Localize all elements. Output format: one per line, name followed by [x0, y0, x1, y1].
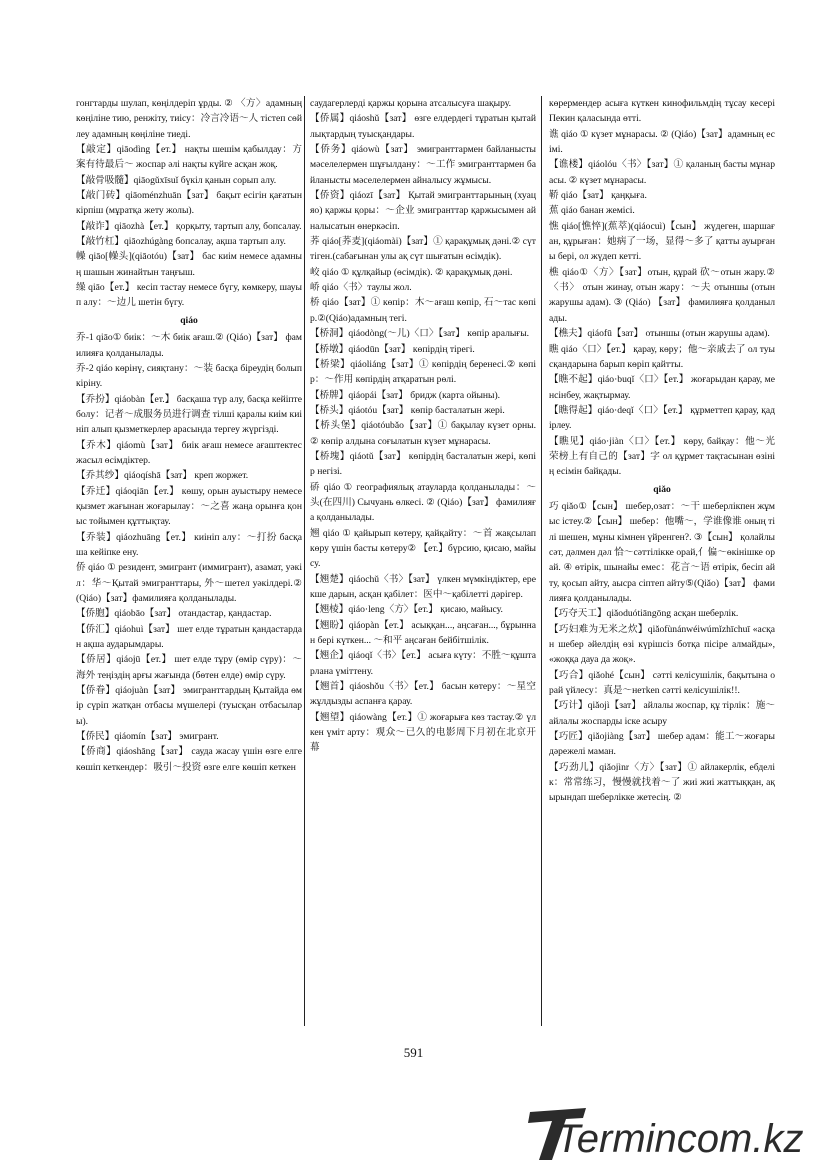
dictionary-entry: 巧 qiǎo①【сын】 шебер,озат：～干 шеберлікпен жұмыс істеу.②【сын】 шебер：他嘴～，学谁像谁 оның тілі шешен, мұны кімнен үйренген?. ③【сын】 қолайлы сәт, дәлмен дәл 恰～сәттілікке орай,亻偏～өкінішке орай. ④ өтірік, шынайы емес：花言～语 өтірік, бесіп айту, қосып айту, аысра сіптеп айту⑤(Qiǎo)【зат】 фамилияға қолданылады. — [549, 500, 775, 604]
dictionary-entry: 蕉 qiáo банан жемісі. — [549, 205, 635, 217]
column-2 — [310, 96, 536, 1026]
dictionary-entry: 【桥墩】qiáodūn【зат】 көпірдің тірегі. — [310, 343, 475, 355]
dictionary-entry: 【巧夺天工】qiǎoduótiāngōng асқан шеберлік. — [549, 608, 739, 620]
dictionary-entry: 谯 qiáo ① күзет мұнарасы. ② (Qiáo)【зат】адамның есімі. — [549, 128, 775, 156]
dictionary-entry: 【桥牌】qiáopái【зат】 бридж (карта ойыны). — [310, 389, 501, 401]
dictionary-entry: 【侨胞】qiáobāo【зат】 отандастар, қандастар. — [76, 608, 272, 620]
dictionary-entry: 【桥头堡】qiáotóubǎo【зат】① бақылау күзет орны.② көпір алдына соғылатын күзет мұнарасы. — [310, 420, 536, 447]
dictionary-entry: 【侨商】qiáoshāng【зат】 сауда жасау үшін өзге елге көшіп кеткендер：吸引～投资 өзге елге көшіп кеткен — [76, 746, 302, 773]
dictionary-entry: 【巧计】qiǎojì【зат】 айлалы жоспар, құ тірлік：施～айлалы жоспарды іске асыру — [549, 700, 775, 727]
dictionary-entry: 【桥梁】qiáoliáng【зат】① көпірдің беренесі.② көпір：～作用 көпірдің атқаратын рөлі. — [310, 358, 536, 386]
dictionary-entry: 缲 qiāo【ет.】 кесіп тастау немесе бүгу, көмкеру, шауып алу：～边儿 шетін бүгу. — [76, 282, 302, 309]
dictionary-entry: 【侨眷】qiáojuàn【зат】 эмигранттардың Қытайда өмір сүріп жатқан отбасы мүшелері (туысқан отбасылары). — [76, 685, 302, 727]
dictionary-entry: 【敲诈】qiāozhà【ет.】 қорқыту, тартып алу, бопсалау. — [76, 220, 302, 232]
dictionary-entry: 【翘棱】qiáo·leng〈方〉【ет.】 қисаю, майысу. — [310, 604, 503, 616]
dictionary-entry: 【桥头】qiáotóu【зат】 көпір басталатын жері. — [310, 404, 505, 416]
dictionary-entry: 【桥洞】qiáodòng(～儿)〈口〉【зат】 көпір аралығы. — [310, 328, 530, 340]
dictionary-entry: 【谯楼】qiáolóu〈书〉【зат】① қаланың басты мұнарасы. ② күзет мұнарасы. — [549, 159, 775, 186]
dictionary-entry: 【侨民】qiáomín【зат】 эмигрант. — [76, 731, 219, 743]
dictionary-entry: 【瞧得起】qiáo·deqǐ〈口〉【ет.】 құрметтеп қарау, қадірлеу. — [549, 404, 775, 432]
dictionary-entry: гонгтарды шулап, көңілдеріп ұрды. ② 〈方〉адамның көңіліне тию, ренжіту, тиісу：冷言冷语～人 тістеп сөйлеу адамның көңіліне тиеді. — [76, 98, 302, 140]
dictionary-entry: 荞 qiáo[荞麦](qiáomài)【зат】① қарақұмық дәні.② сүттіген.(сабағынан улы ақ сүт шығатын өсімдік). — [310, 236, 536, 263]
dictionary-entry: 【乔其纱】qiáoqíshā【зат】 креп жоржет. — [76, 470, 249, 482]
dictionary-entry: 【翘首】qiáoshǒu〈书〉【ет.】 басын көтеру：～星空 жұлдызды аспанға қарау. — [310, 681, 536, 708]
dictionary-entry: 【翘盼】qiáopàn【ет.】 асыққан..., аңсаған..., бұрыннан бері күткен... ～和平 аңсаған бейбітшілік. — [310, 619, 536, 647]
dictionary-entry: 【侨汇】qiáohuì【зат】 шет елде тұратын қандастардан ақша аударымдары. — [76, 623, 302, 651]
dictionary-entry: 乔-2 qiáo көрінү, сияқтану：～装 басқа біреудің болып кіріну. — [76, 362, 302, 390]
dictionary-entry: 【侨居】qiáojū【ет.】 шет елде тұру (өмір сүру)：～海外 теңіздің арғы жағында (бөтен елде) өмір сүру. — [76, 654, 302, 681]
dictionary-entry: 峤 qiáo〈书〉таулы жол. — [310, 282, 412, 294]
dictionary-entry: 【乔扮】qiáobàn【ет.】 басқаша түр алу, басқа кейіпте болу：记者～成服务员进行调查 тілші қаралы киім киініп алып қызметкерлер арасында тергеу жүргізді. — [76, 393, 302, 436]
dictionary-entry: 【敲竹杠】qiāozhúgàng бопсалау, ақша тартып алу. — [76, 236, 286, 248]
dictionary-entry: саудагерлерді қаржы қорына атсалысуға шақыру. — [310, 98, 512, 109]
column-1 — [76, 96, 302, 1026]
dictionary-entry: 瞧 qiáo〈口〉【ет.】 қарау, көру；他～亲戚去了 ол туысқандарына барып көріп қайтты. — [549, 343, 775, 370]
dictionary-entry: 桥 qiáo【зат】① көпір：木～ағаш көпір, 石～тас көпір.②(Qiáo)адамның тегі. — [310, 297, 536, 324]
section-heading: qiáo — [180, 314, 198, 326]
dictionary-entry: 【侨务】qiáowù【зат】 эмигранттармен байланысты мәселелермен шұғылдану：～工作 эмигранттармен байланысты мәселелермен айналысу жұмысы. — [310, 144, 536, 186]
column-divider-1 — [304, 96, 305, 1026]
termincom-logo — [526, 1098, 826, 1169]
dictionary-entry: 侨 qiáo ① резидент, эмигрант (иммигрант), азамат, уәкіл：华～Қытай эмигранттары, 外～шетел уәкілдері.② (Qiáo)【зат】фамилияға қолданылады. — [76, 562, 302, 604]
dictionary-entry: 【侨资】qiáozī【зат】 Қытай эмигранттарының (хуацяо) қаржы қоры：～企业 эмигранттар қаржысымен айналысатын өнеркәсіп. — [310, 190, 536, 232]
dictionary-entry: 【桥塊】qiáotǔ【зат】 көпірдің басталатын жері, көпір негізі. — [310, 450, 536, 478]
page-number: 591 — [403, 1045, 424, 1060]
dictionary-entry: 【敲定】qiāodìng【ет.】 нақты шешім қабылдау：方案有待最后～ жоспар әлі нақты күйге асқан жоқ. — [76, 144, 302, 171]
column-3 — [549, 96, 775, 1026]
dictionary-entry: 【敲骨吸髓】qiāogǔxīsuǐ бүкіл қанын сорып алу. — [76, 174, 277, 186]
dictionary-entry: 【乔木】qiáomù【зат】 биік ағаш немесе ағаштектес жасыл өсімдіктер. — [76, 439, 302, 466]
dictionary-entry: 鞒 qiáo【зат】 қаңқыға. — [549, 190, 647, 202]
section-heading: qiǎo — [653, 483, 671, 495]
dictionary-entry: 【巧合】qiǎohé【сын】 сәтті келісушілік, бақытына орай үйлесу：真是～нетken сәтті келісушілік!!. — [549, 669, 775, 697]
dictionary-entry: 【瞧不起】qiáo·buqǐ〈口〉【ет.】 жоғарыдан қарау, менсінбеу, жақтырмау. — [549, 374, 775, 401]
dictionary-entry: 【翘望】qiáowàng【ет.】① жоғарыға көз тастау.② үлкен үміт арту：观众～已久的电影周下月初在北京开幕 — [310, 711, 536, 754]
dictionary-entry: 憔 qiáo[憔悴](蕉萃)(qiáocuì)【сын】 жүдеген, шаршаған, құрыған：她病了一场，显得～多了 қатты ауырғаны бері, ол жүдеп кетті. — [549, 220, 775, 263]
dictionary-entry: 【巧劲儿】qiǎojìnr〈方〉【зат】① айлакерлік, ебделік：常常练习，慢慢就找着～了 жиі жиі жаттыққан, ақырындап шеберлікке жетесің. ② — [549, 761, 775, 804]
dictionary-entry: 【巧匠】qiǎojiàng【зат】 шебер адам：能工～жоғары дәрежелі маман. — [549, 731, 775, 758]
dictionary-entry: 硚 qiáo ① географиялық атауларда қолданылады：～头(在四川) Сычуань өлкесі. ② (Qiáo)【зат】 фамилияға қолданылады. — [310, 481, 536, 524]
dictionary-entry: 【侨属】qiáoshǔ【зат】 өзге елдердегі тұратын қытайлықтардың туысқандары. — [310, 113, 536, 140]
dictionary-entry: 幧 qiāo[幧头](qiāotóu)【зат】 бас киім немесе адамның шашын жинайтын таңғыш. — [76, 251, 302, 278]
dictionary-entry: 峧 qiáo ① құлқайыр (өсімдік). ② қарақұмық дәні. — [310, 266, 513, 278]
termincom-logo-graphic — [526, 1098, 826, 1169]
dictionary-entry: 【敲门砖】qiāoménzhuān【зат】 бақыт есігін қағатын кірпіш (мұратқа жету жолы). — [76, 190, 302, 217]
dictionary-entry: 【巧妇难为无米之炊】qiǎofùnánwéiwúmǐzhīchuī «асқан шебер әйелдің өзі күрішсіз ботқа пісіре алмайды», «жоққа дауа да жоқ». — [549, 623, 775, 666]
dictionary-entry: 乔-1 qiāo① биік：～木 биік ағаш.② (Qiáo)【зат】 фамилияға қолданылады. — [76, 332, 302, 359]
dictionary-entry: 【樵夫】qiáofū【зат】 отыншы (отын жарушы адам). — [549, 328, 770, 340]
dictionary-entry: 【瞧见】qiáo·jiàn〈口〉【ет.】 көру, байқау：他～光荣榜上有自己的【зат】字 ол құрмет тақтасынан өзінің есімін байқады. — [549, 435, 775, 478]
termincom-logo-text: Termincom.kz — [556, 1117, 804, 1161]
dictionary-entry: 【翘楚】qiáochǔ〈书〉【зат】 үлкен мүмкіндіктер, ерекше дарын, асқан қабілет：医中～қабілетті дәрігер. — [310, 573, 536, 600]
dictionary-entry: 樵 qiáo①〈方〉【зат】отын, құрай 砍～отын жару.②〈书〉 отын жинау, отын жару：～夫 отыншы (отын жарушы адам). ③ (Qiáo) 【зат】 фамилияға қолданылады. — [549, 266, 775, 324]
dictionary-entry: 【翘企】qiáoqǐ〈书〉【ет.】 асыға күту：不胜～құштарлана үміттену. — [310, 650, 536, 677]
dictionary-entry: көрермендер асыға күткен кинофильмдің тұсау кесері Пекин қаласында өтті. — [549, 98, 775, 125]
dictionary-entry: 翘 qiáo ① қайырып көтеру, қайқайту：～首 жақсылап көру үшін басты көтеру② 【ет.】бүрсию, қисаю, майысу. — [310, 527, 536, 570]
column-divider-2 — [541, 96, 542, 1026]
dictionary-entry: 【乔迁】qiáoqiān【ет.】 көшу, орын ауыстыру немесе қызмет жағынан жоғарылау：～之喜 жаңа орынға қоныс тойымен құттықтау. — [76, 485, 302, 528]
dictionary-entry: 【乔装】qiáozhuāng【ет.】 киініп алу：～打扮 басқаша кейіпке ену. — [76, 531, 302, 558]
